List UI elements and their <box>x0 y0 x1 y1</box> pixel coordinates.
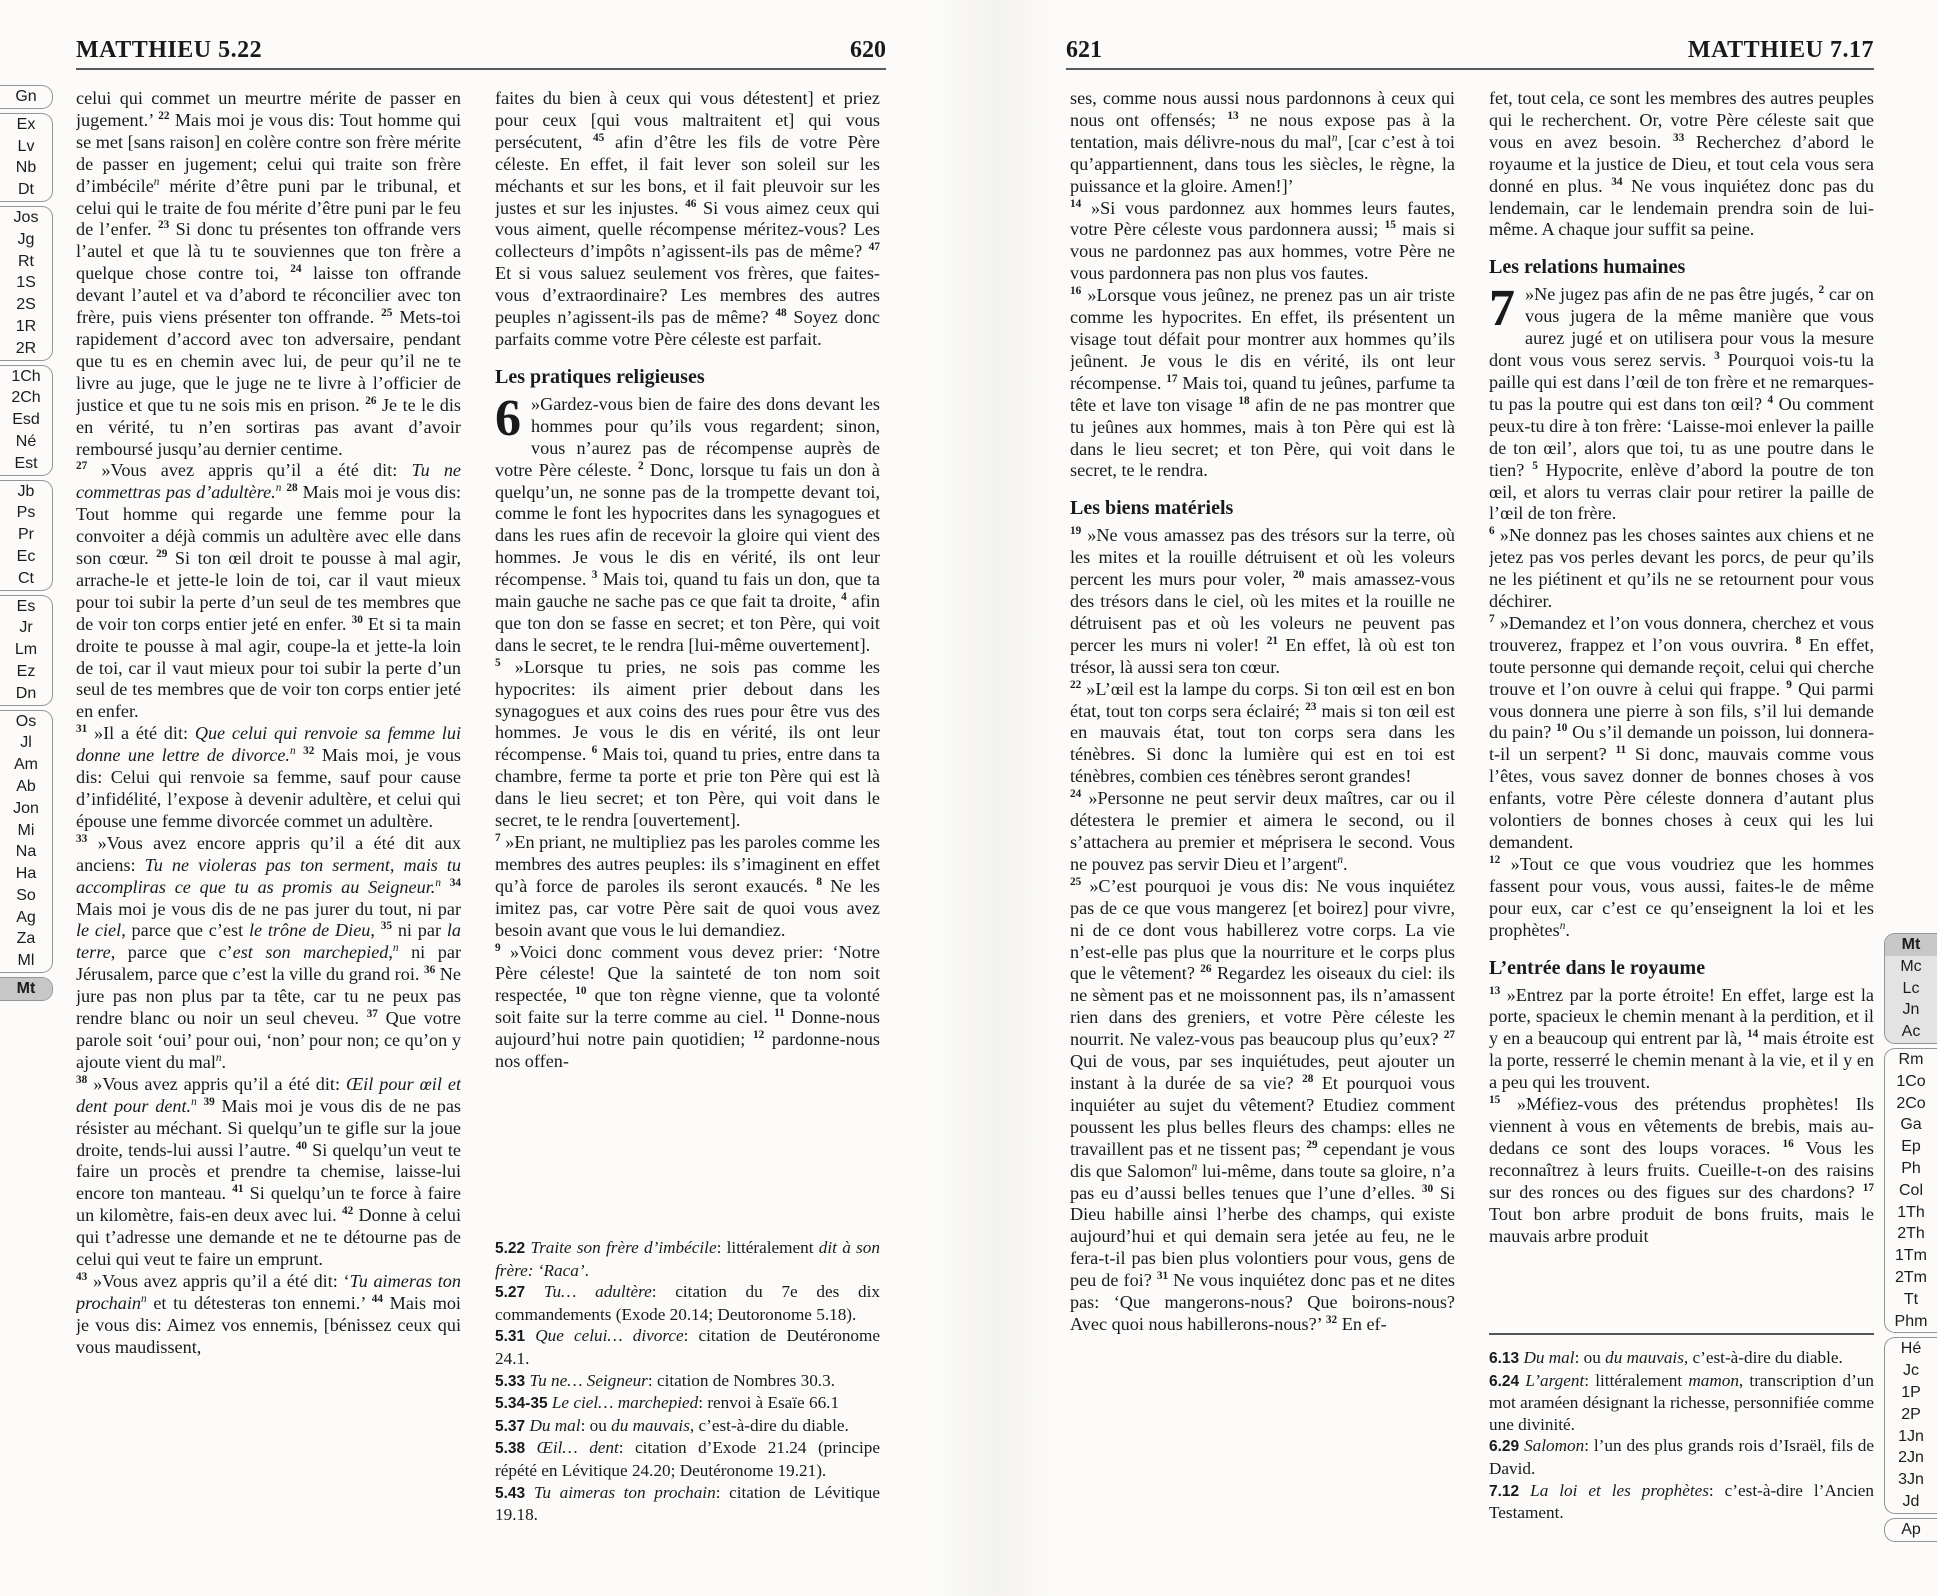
footnote: 5.43 Tu aimeras ton prochain: citation de Lévitique 19.18. <box>495 1482 880 1525</box>
verse-paragraph: $^{13}$ »Entrez par la porte étroite! En effet, large est la porte, spacieux le chemin menant à la perdition, et il y en a beaucoup qui entrent par là, $^{14}$ mais étroite est la porte, resserré le chemin menant à la vie, et il y en a peu qui les trouvent. <box>1489 984 1874 1093</box>
footnote: 6.29 Salomon: l’un des plus grands rois d’Israël, fils de David. <box>1489 1436 1874 1478</box>
book-tab-tt[interactable]: Tt <box>1903 1290 1919 1308</box>
footnote: 5.37 Du mal: ou du mauvais, c’est-à-dire du diable. <box>495 1415 849 1435</box>
book-tab-jr[interactable]: Jr <box>19 619 33 637</box>
page-spine-shadow <box>930 0 1060 1596</box>
book-tab-ec[interactable]: Ec <box>16 547 36 565</box>
book-tab-mt[interactable]: Mt <box>1885 934 1937 956</box>
book-tab-ct[interactable]: Ct <box>18 569 34 587</box>
book-tab-lc[interactable]: Lc <box>1902 979 1920 997</box>
book-tab-jd[interactable]: Jd <box>1902 1492 1920 1510</box>
footnote: 5.38 Œil… dent: citation d’Exode 21.24 (principe répété en Lévitique 24.20; Deutéronome 19.21). <box>495 1438 880 1480</box>
book-tab-es[interactable]: Es <box>16 597 36 615</box>
verse-paragraph: $^{16}$ »Lorsque vous jeûnez, ne prenez pas un air triste comme les hypocrites. En effet, ils présentent un visage tout défait pour montrer aux hommes qu’ils jeûnent. Je vous le dis en vérité, ils ont leur récompense. $^{17}$ Mais toi, quand tu jeûnes, parfume ta tête et lave ton visage $^{18}$ afin de ne pas montrer que tu jeûnes aux hommes, mais à ton Père qui est là dans le lieu secret; et ton Père, qui voit dans le secret, te le rendra. <box>1070 285 1455 481</box>
book-tab-za[interactable]: Za <box>16 930 36 948</box>
chapter-number: 6 <box>495 389 521 447</box>
book-tab-1th[interactable]: 1Th <box>1897 1203 1925 1221</box>
right-page-number: 621 <box>1066 37 1102 63</box>
tab-group <box>1884 1337 1937 1513</box>
book-tab-mc[interactable]: Mc <box>1900 957 1922 975</box>
book-tab-né[interactable]: Né <box>15 432 37 450</box>
footnote-reference: 5.37 <box>495 1417 526 1435</box>
book-tab-ex[interactable]: Ex <box>16 115 36 133</box>
verse-paragraph: $^{31}$ »Il a été dit: Que celui qui renvoie sa femme lui donne une lettre de divorce.$^n$ $^{32}$ Mais moi, je vous dis: Celui qui renvoie sa femme, sauf pour cause d’infidélité, l’expose à devenir adultère, et celui qui épouse une femme divorcée commet un adultère. <box>76 723 461 831</box>
tab-group <box>0 365 53 476</box>
book-tab-rt[interactable]: Rt <box>18 252 34 270</box>
right-thumb-index <box>1884 933 1938 1546</box>
book-tab-lv[interactable]: Lv <box>17 137 35 155</box>
book-tab-pr[interactable]: Pr <box>18 526 34 544</box>
section-heading: Les biens matériels <box>1070 497 1234 520</box>
book-tab-3jn[interactable]: 3Jn <box>1898 1471 1924 1489</box>
footnote: 5.27 Tu… adultère: citation du 7e des dix commandements (Exode 20.14; Deutoronome 5.18). <box>495 1282 880 1324</box>
chapter-paragraph: 6 »Gardez-vous bien de faire des dons devant les hommes pour qu’ils vous regardent; sinon, vous n’aurez pas de récompense auprès de votre Père céleste. $^2$ Donc, lorsque tu fais un don à quelqu’un, ne sonne pas de la trompette devant toi, comme le font les hypocrites dans les synagogues et dans les rues afin de recevoir la gloire qui vient des hommes. Je vous le dis en vérité, ils ont leur récompense. $^3$ Mais toi, quand tu fais un don, que ta main gauche ne sache pas ce que fait ta droite, $^4$ afin que ton don se fasse en secret; et ton Père, qui voit dans le secret, te le rendra [lui-même ouvertement]. <box>495 389 880 655</box>
book-tab-hé[interactable]: Hé <box>1900 1340 1922 1358</box>
verse-paragraph: $^{19}$ »Ne vous amassez pas des trésors sur la terre, où les mites et la rouille détruisent et où les voleurs percent les murs pour voler, $^{20}$ mais amassez-vous des trésors dans le ciel, où les mites et la rouille ne détruisent pas et où les voleurs ne peuvent pas percer les murs ni voler! $^{21}$ En effet, là où est ton trésor, là aussi sera ton cœur. <box>1070 525 1455 677</box>
footnote-reference: 5.38 <box>495 1440 526 1458</box>
section-heading: Les relations humaines <box>1489 256 1686 279</box>
footnote: 5.33 Tu ne… Seigneur: citation de Nombres 30.3. <box>495 1370 835 1390</box>
left-page-footnotes <box>495 1237 880 1567</box>
book-tab-jb[interactable]: Jb <box>17 482 35 500</box>
footnote-reference: 7.12 <box>1489 1482 1520 1500</box>
book-tab-ag[interactable]: Ag <box>16 908 36 926</box>
verse-paragraph: $^{27}$ »Vous avez appris qu’il a été dit: Tu ne commettras pas d’adultère.$^n$ $^{28}$ Mais moi je vous dis: Tout homme qui regarde une femme pour la convoiter a déjà commis un adultère avec elle dans son cœur. $^{29}$ Si ton œil droit te pousse à mal agir, arrache-le et jette-le loin de toi, car il vaut mieux pour toi subir la perte d’un seul de tes membres que de voir ton corps entier jeté en enfer. $^{30}$ Et si ta main droite te pousse à mal agir, coupe-la et jette-la loin de toi, car il vaut mieux pour toi subir la perte d’un seul de tes membres que de voir ton corps entier jeté en enfer. <box>76 460 461 722</box>
book-tab-mi[interactable]: Mi <box>17 821 35 839</box>
verse-paragraph: $^{22}$ »L’œil est la lampe du corps. Si ton œil est en bon état, tout ton corps sera éclairé; $^{23}$ mais si ton œil est en mauvais état, tout ton corps sera dans les ténèbres. Si donc la lumière qui est en toi est ténèbres, combien ces ténèbres seront grandes! <box>1070 678 1455 787</box>
book-tab-2ch[interactable]: 2Ch <box>11 389 41 407</box>
tab-group <box>1884 1048 1937 1333</box>
book-tab-rm[interactable]: Rm <box>1898 1050 1924 1068</box>
verse-paragraph: $^7$ »En priant, ne multipliez pas les paroles comme les membres des autres peuples: ils s’imaginent en effet qu’à force de paroles ils seront exaucés. $^8$ Ne les imitez pas, car votre Père sait de quoi vous avez besoin avant que vous le lui demandiez. <box>495 831 880 940</box>
footnote-reference: 5.27 <box>495 1284 526 1302</box>
tab-group <box>0 206 53 361</box>
book-tab-1co[interactable]: 1Co <box>1896 1072 1926 1090</box>
left-page-column-1 <box>76 88 461 1548</box>
book-tab-1p[interactable]: 1P <box>1901 1383 1921 1401</box>
footnote-reference: 6.29 <box>1489 1438 1520 1456</box>
chapter-number: 7 <box>1489 280 1515 338</box>
book-tab-ap[interactable]: Ap <box>1901 1520 1921 1538</box>
verse-paragraph: celui qui commet un meurtre mérite de passer en jugement.’ $^{22}$ Mais moi je vous dis: Tout homme qui se met [sans raison] en colère contre son frère mérite de passer en jugement; celui qui traite son frère d’imbécile$^n$ mérite d’être puni par le tribunal, et celui qui le traite de fou mérite d’être puni par le feu de l’enfer. $^{23}$ Si donc tu présentes ton offrande vers l’autel et que là tu te souviennes que ton frère a quelque chose contre toi, $^{24}$ laisse ton offrande devant l’autel et va d’abord te réconcilier avec ton frère, puis viens présenter ton offrande. $^{25}$ Mets-toi rapidement d’accord avec ton adversaire, pendant que tu es en chemin avec lui, de peur qu’il ne te livre au juge, que le juge ne te livre à l’officier de justice et que tu ne sois mis en prison. $^{26}$ Je te le dis en vérité, tu n’en sortiras pas avant d’avoir remboursé jusqu’au dernier centime. <box>76 88 461 459</box>
book-tab-1tm[interactable]: 1Tm <box>1895 1247 1927 1265</box>
book-tab-2jn[interactable]: 2Jn <box>1898 1449 1924 1467</box>
chapter-paragraph: 7 »Ne jugez pas afin de ne pas être jugés, $^2$ car on vous jugera de la même manière que vous aurez jugé et on utilisera pour vous la mesure dont vous vous serez servis. $^3$ Pourquoi vois-tu la paille qui est dans l’œil de ton frère et ne remarques-tu pas la poutre qui est dans ton œil? $^4$ Ou comment peux-tu dire à ton frère: ‘Laisse-moi enlever la paille de ton œil’, alors que toi, tu as une poutre dans le tien? $^5$ Hypocrite, enlève d’abord la poutre de ton œil, et alors tu verras clair pour retirer la paille de l’œil de ton frère. <box>1489 280 1874 524</box>
verse-paragraph: $^{15}$ »Méfiez-vous des prétendus prophètes! Ils viennent à vous en vêtements de brebis, mais au-dedans ce sont des loups voraces. $^{16}$ Vous les reconnaîtrez à leurs fruits. Cueille-t-on des raisins sur des ronces ou des figues sur des chardons? $^{17}$ Tout bon arbre produit de bons fruits, mais le mauvais arbre produit <box>1489 1094 1874 1246</box>
verse-paragraph: $^{25}$ »C’est pourquoi je vous dis: Ne vous inquiétez pas de ce que vous mangerez [et boirez] pour vivre, ni de ce dont vous habillerez votre corps. La vie n’est-elle pas plus que la nourriture et le corps plus que le vêtement? $^{26}$ Regardez les oiseaux du ciel: ils ne sèment pas et ne moissonnent pas, ils n’amassent rien dans des greniers, et votre Père céleste les nourrit. Ne valez-vous pas beaucoup plus qu’eux? $^{27}$ Qui de vous, par ses inquiétudes, peut ajouter un instant à la durée de sa vie? $^{28}$ Et pourquoi vous inquiéter au sujet du vêtement? Etudiez comment poussent les plus belles fleurs des champs: elles ne travaillent pas et ne tissent pas; $^{29}$ cependant je vous dis que Salomon$^n$ lui-même, dans toute sa gloire, n’a pas eu d’aussi belles tenues que l’une d’elles. $^{30}$ Si Dieu habille ainsi l’herbe des champs, qui existe aujourd’hui et qui demain sera jetée au feu, ne le fera-t-il pas bien plus volontiers pour vous, gens de peu de foi? $^{31}$ Ne vous inquiétez donc pas et ne dites pas: ‘Que mangerons-nous? Que boirons-nous? Avec quoi nous habillerons-nous?’ $^{32}$ En ef- <box>1070 875 1455 1334</box>
book-tab-2tm[interactable]: 2Tm <box>1895 1268 1927 1286</box>
footnote-reference: 5.33 <box>495 1372 526 1390</box>
book-tab-2co[interactable]: 2Co <box>1896 1094 1926 1112</box>
book-tab-ha[interactable]: Ha <box>15 865 37 883</box>
book-tab-1ch[interactable]: 1Ch <box>11 367 41 385</box>
book-tab-ph[interactable]: Ph <box>1901 1159 1921 1177</box>
book-tab-2r[interactable]: 2R <box>15 339 37 357</box>
verse-paragraph: $^9$ »Voici donc comment vous devez prier: ‘Notre Père céleste! Que la sainteté de ton nom soit respectée, $^{10}$ que ton règne vienne, que ta volonté soit faite sur la terre comme au ciel. $^{11}$ Donne-nous aujourd’hui notre pain quotidien; $^{12}$ pardonne-nous nos offen- <box>495 941 880 1072</box>
footnote-reference: 5.34-35 <box>495 1395 548 1413</box>
book-tab-est[interactable]: Est <box>14 454 38 472</box>
footnote-reference: 6.13 <box>1489 1350 1520 1367</box>
book-tab-jos[interactable]: Jos <box>13 208 39 226</box>
footnote-reference: 6.24 <box>1489 1372 1520 1390</box>
book-tab-am[interactable]: Am <box>14 756 38 774</box>
tab-group <box>0 710 53 974</box>
book-tab-col[interactable]: Col <box>1898 1181 1923 1199</box>
left-page-column-2 <box>495 88 880 1224</box>
verse-paragraph: $^7$ »Demandez et l’on vous donnera, cherchez et vous trouverez, frappez et l’on vous ouvrira. $^8$ En effet, toute personne qui demande reçoit, celui qui cherche trouve et l’on ouvre à celui qui frappe. $^9$ Qui parmi vous donnera une pierre à son fils, s’il lui demande du pain? $^{10}$ Ou s’il demande un poisson, lui donnera-t-il un serpent? $^{11}$ Si donc, mauvais comme vous l’êtes, vous savez donner de bonnes choses à vos enfants, votre Père céleste donnera d’autant plus volontiers de bonnes choses à ceux qui les lui demandent. <box>1489 612 1874 852</box>
verse-paragraph: $^6$ »Ne donnez pas les choses saintes aux chiens et ne jetez pas vos perles devant les porcs, de peur qu’ils ne les piétinent et qu’ils ne se retournent pour vous déchirer. <box>1489 525 1874 612</box>
book-tab-jn[interactable]: Jn <box>1902 1001 1920 1019</box>
footnote: 7.12 La loi et les prophètes: c’est-à-dire l’Ancien Testament. <box>1489 1480 1874 1523</box>
book-tab-jon[interactable]: Jon <box>13 799 39 817</box>
footnote-reference: 5.22 <box>495 1240 526 1257</box>
book-tab-ga[interactable]: Ga <box>1900 1116 1922 1134</box>
book-tab-ml[interactable]: Ml <box>17 952 35 970</box>
verse-paragraph: $^{14}$ »Si vous pardonnez aux hommes leurs fautes, votre Père céleste vous pardonnera aussi; $^{15}$ mais si vous ne pardonnez pas aux hommes, votre Père ne vous pardonnera pas non plus vos fautes. <box>1070 197 1455 284</box>
tab-group <box>0 113 53 202</box>
verse-paragraph: ses, comme nous aussi nous pardonnons à ceux qui nous ont offensés; $^{13}$ ne nous expose pas à la tentation, mais délivre-nous du mal$^n$, [car c’est à toi qu’appartiennent, dans tous les siècles, le règne, la puissance et la gloire. Amen!]’ <box>1070 88 1455 196</box>
book-tab-lm[interactable]: Lm <box>14 641 38 659</box>
footnote-reference: 5.31 <box>495 1328 526 1346</box>
book-tab-jg[interactable]: Jg <box>17 230 35 248</box>
book-tab-1jn[interactable]: 1Jn <box>1898 1427 1924 1445</box>
footnote: 6.13 Du mal: ou du mauvais, c’est-à-dire du diable. <box>1489 1348 1843 1367</box>
tab-group <box>0 85 53 109</box>
footnote-reference: 5.43 <box>495 1484 526 1502</box>
book-tab-jl[interactable]: Jl <box>20 734 32 752</box>
left-thumb-index <box>0 85 54 1005</box>
book-tab-gn[interactable]: Gn <box>15 88 37 105</box>
verse-paragraph: $^{38}$ »Vous avez appris qu’il a été dit: Œil pour œil et dent pour dent.$^n$ $^{39}$ Mais moi je vous dis de ne pas résister au méchant. Si quelqu’un te gifle sur la joue droite, tends-lui aussi l’autre. $^{40}$ Si quelqu’un veut te faire un procès et prendre ta chemise, laisse-lui encore ton manteau. $^{41}$ Si quelqu’un te force à faire un kilomètre, fais-en deux avec lui. $^{42}$ Donne à celui qui t’adresse une demande et ne te détourne pas de celui qui veut te faire un emprunt. <box>76 1073 461 1270</box>
right-page-column-2 <box>1489 88 1874 1318</box>
book-tab-1r[interactable]: 1R <box>15 317 37 335</box>
book-tab-ac[interactable]: Ac <box>1901 1023 1921 1041</box>
right-header-rule <box>1066 68 1874 70</box>
book-tab-ab[interactable]: Ab <box>16 777 36 795</box>
tab-group <box>1884 933 1937 1044</box>
book-tab-esd[interactable]: Esd <box>12 411 40 429</box>
book-tab-1s[interactable]: 1S <box>16 274 36 292</box>
left-page-number: 620 <box>850 37 886 63</box>
verse-paragraph: $^{33}$ »Vous avez encore appris qu’il a été dit aux anciens: Tu ne violeras pas ton serment, mais tu accompliras ce que tu as promis au Seigneur.$^n$ $^{34}$ Mais moi je vous dis de ne pas jurer du tout, ni par le ciel, parce que c’est le trône de Dieu, $^{35}$ ni par la terre, parce que c’est son marchepied,$^n$ ni par Jérusalem, parce que c’est la ville du grand roi. $^{36}$ Ne jure pas non plus par ta tête, car tu ne peux pas rendre blanc ou noir un seul cheveu. $^{37}$ Que votre parole soit ‘oui’ pour oui, ‘non’ pour non; ce qu’on y ajoute vient du mal$^n$. <box>76 832 461 1072</box>
book-tab-mt[interactable]: Mt <box>0 978 52 1000</box>
section-heading: Les pratiques religieuses <box>495 365 705 388</box>
book-tab-ez[interactable]: Ez <box>16 662 36 680</box>
book-tab-dn[interactable]: Dn <box>15 684 37 702</box>
footnote: 5.31 Que celui… divorce: citation de Deutéronome 24.1. <box>495 1326 880 1368</box>
tab-group <box>0 595 53 706</box>
book-tab-phm[interactable]: Phm <box>1894 1312 1928 1330</box>
right-page-column-1 <box>1070 88 1455 1533</box>
book-tab-ep[interactable]: Ep <box>1901 1138 1921 1156</box>
left-header-rule <box>76 68 886 70</box>
tab-group <box>0 480 53 591</box>
book-tab-os[interactable]: Os <box>15 712 37 730</box>
tab-group <box>1884 1518 1937 1542</box>
section-heading: L’entrée dans le royaume <box>1489 956 1706 979</box>
verse-paragraph: $^5$ »Lorsque tu pries, ne sois pas comme les hypocrites: ils aiment prier debout dans les synagogues et aux coins des rues pour être vus des hommes. Je vous le dis en vérité, ils ont leur récompense. $^6$ Mais toi, quand tu pries, entre dans ta chambre, ferme ta porte et prie ton Père qui est là dans le lieu secret; et ton Père, qui voit dans le secret, te le rendra [ouvertement]. <box>495 656 880 831</box>
verse-paragraph: $^{43}$ »Vous avez appris qu’il a été dit: ‘Tu aimeras ton prochain$^n$ et tu détesteras ton ennemi.’ $^{44}$ Mais moi je vous dis: Aimez vos ennemis, [bénissez ceux qui vous maudissent, <box>76 1270 461 1357</box>
right-page-footnotes <box>1489 1333 1874 1562</box>
book-tab-2p[interactable]: 2P <box>1901 1405 1921 1423</box>
book-tab-so[interactable]: So <box>16 886 36 904</box>
left-page-title: MATTHIEU 5.22 <box>76 37 263 63</box>
verse-paragraph: faites du bien à ceux qui vous détestent] et priez pour ceux [qui vous maltraitent et] qui vous persécutent, $^{45}$ afin d’être les fils de votre Père céleste. En effet, il fait lever son soleil sur les méchants et sur les bons, et il fait pleuvoir sur les justes et sur les injustes. $^{46}$ Si vous aimez ceux qui vous aiment, quelle récompense méritez-vous? Les collecteurs d’impôts n’agissent-ils pas de même? $^{47}$ Et si vous saluez seulement vos frères, que faites-vous d’extraordinaire? Les membres des autres peuples n’agissent-ils pas de même? $^{48}$ Soyez donc parfaits comme votre Père céleste est parfait. <box>495 88 880 349</box>
footnote: 5.22 Traite son frère d’imbécile: littéralement dit à son frère: ‘Raca’. <box>495 1238 880 1280</box>
footnote: 6.24 L’argent: littéralement mamon, transcription d’un mot araméen désignant la richesse, personnifiée comme une divinité. <box>1489 1370 1874 1434</box>
book-tab-dt[interactable]: Dt <box>18 181 34 199</box>
book-tab-nb[interactable]: Nb <box>15 159 37 177</box>
book-tab-2s[interactable]: 2S <box>16 296 36 314</box>
book-tab-ps[interactable]: Ps <box>16 504 36 522</box>
verse-paragraph: fet, tout cela, ce sont les membres des autres peuples qui le recherchent. Or, votre Père céleste sait que vous en avez besoin. $^{33}$ Recherchez d’abord le royaume et la justice de Dieu, et tout cela vous sera donné en plus. $^{34}$ Ne vous inquiétez donc pas du lendemain, car le lendemain prendra soin de lui-même. A chaque jour suffit sa peine. <box>1489 88 1874 240</box>
verse-paragraph: $^{24}$ »Personne ne peut servir deux maîtres, car ou il détestera le premier et aimera le second, ou il s’attachera au premier et méprisera le second. Vous ne pouvez pas servir Dieu et l’argent$^n$. <box>1070 788 1455 874</box>
right-page-title: MATTHIEU 7.17 <box>1687 37 1874 63</box>
book-tab-na[interactable]: Na <box>15 843 37 861</box>
book-tab-jc[interactable]: Jc <box>1903 1362 1919 1380</box>
footnote: 5.34-35 Le ciel… marchepied: renvoi à Esaïe 66.1 <box>495 1393 840 1413</box>
book-tab-2th[interactable]: 2Th <box>1897 1225 1925 1243</box>
tab-group <box>0 977 53 1001</box>
verse-paragraph: $^{12}$ »Tout ce que vous voudriez que les hommes fassent pour vous, vous aussi, faites-le de même pour eux, car c’est ce qu’enseignent la loi et les prophètes$^n$. <box>1489 853 1874 940</box>
